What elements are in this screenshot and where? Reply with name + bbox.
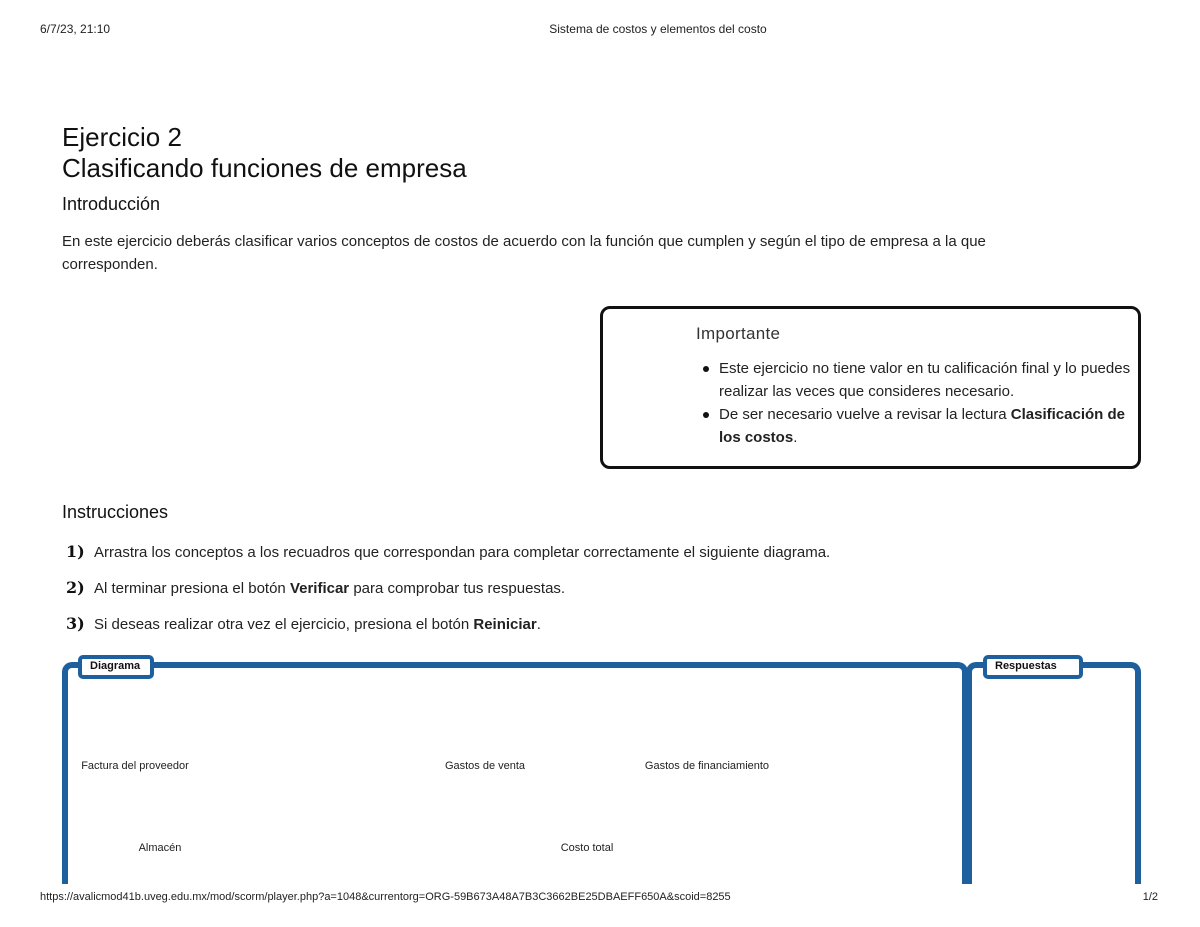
important-callout — [600, 306, 1141, 469]
concept-almacen[interactable]: Almacén — [138, 842, 182, 854]
important-item-suffix: . — [793, 429, 798, 446]
step-text: Al terminar presiona el botón — [94, 580, 290, 597]
instructions-heading: Instrucciones — [62, 502, 169, 522]
intro-text: En este ejercicio deberás clasificar varios conceptos de costos de acuerdo con la función que cumplen y según el tipo de empresa a la que corresponden. — [62, 233, 986, 273]
step-number: 1) — [66, 542, 85, 561]
exercise-number: Ejercicio 2 — [62, 122, 182, 152]
verify-reference: Verificar — [289, 580, 350, 597]
concept-gastos-financiamiento[interactable]: Gastos de financiamiento — [644, 760, 770, 772]
exercise-subtitle: Clasificando funciones de empresa — [62, 153, 467, 183]
important-item — [696, 357, 1136, 403]
print-page-title: Sistema de costos y elementos del costo — [549, 22, 767, 36]
step-number: 2) — [66, 578, 85, 597]
answers-tab: Respuestas — [983, 655, 1083, 679]
diagram-tab: Diagrama — [78, 655, 154, 679]
important-title: Importante — [696, 324, 781, 343]
concept-gastos-venta[interactable]: Gastos de venta — [444, 760, 526, 772]
step-text-suffix: . — [536, 616, 541, 633]
important-item-text: Este ejercicio no tiene valor en tu calificación final y lo puedes realizar las veces que consideres necesario. — [719, 360, 1131, 400]
important-item-text: De ser necesario vuelve a revisar la lectura — [719, 406, 1011, 423]
step-text: Si deseas realizar otra vez el ejercicio, presiona el botón — [94, 616, 474, 633]
step-text: Arrastra los conceptos a los recuadros que correspondan para completar correctamente el siguiente diagrama. — [94, 544, 831, 561]
instruction-step — [66, 612, 830, 636]
answers-area — [966, 662, 1141, 902]
instruction-step — [66, 540, 830, 564]
diagram-area — [62, 662, 968, 902]
concept-costo-total[interactable]: Costo total — [560, 842, 614, 854]
step-text-suffix: para comprobar tus respuestas. — [349, 580, 566, 597]
reading-reference: Clasificación de los costos — [719, 406, 1126, 446]
print-url: https://avalicmod41b.uveg.edu.mx/mod/scorm/player.php?a=1048&currentorg=ORG-59B673A48A7B3C3662BE25DBAEFF650A&scoid=8255 — [40, 891, 731, 903]
important-list — [696, 357, 1136, 449]
restart-reference: Reiniciar — [473, 616, 537, 633]
exercise-title — [62, 122, 467, 184]
step-number: 3) — [66, 614, 85, 633]
instruction-step — [66, 576, 830, 600]
intro-heading: Introducción — [62, 194, 161, 214]
instructions-list — [66, 540, 830, 648]
important-item — [696, 403, 1136, 449]
concept-factura-proveedor[interactable]: Factura del proveedor — [81, 760, 189, 772]
print-date: 6/7/23, 21:10 — [40, 22, 111, 36]
print-page-number: 1/2 — [1142, 891, 1158, 903]
